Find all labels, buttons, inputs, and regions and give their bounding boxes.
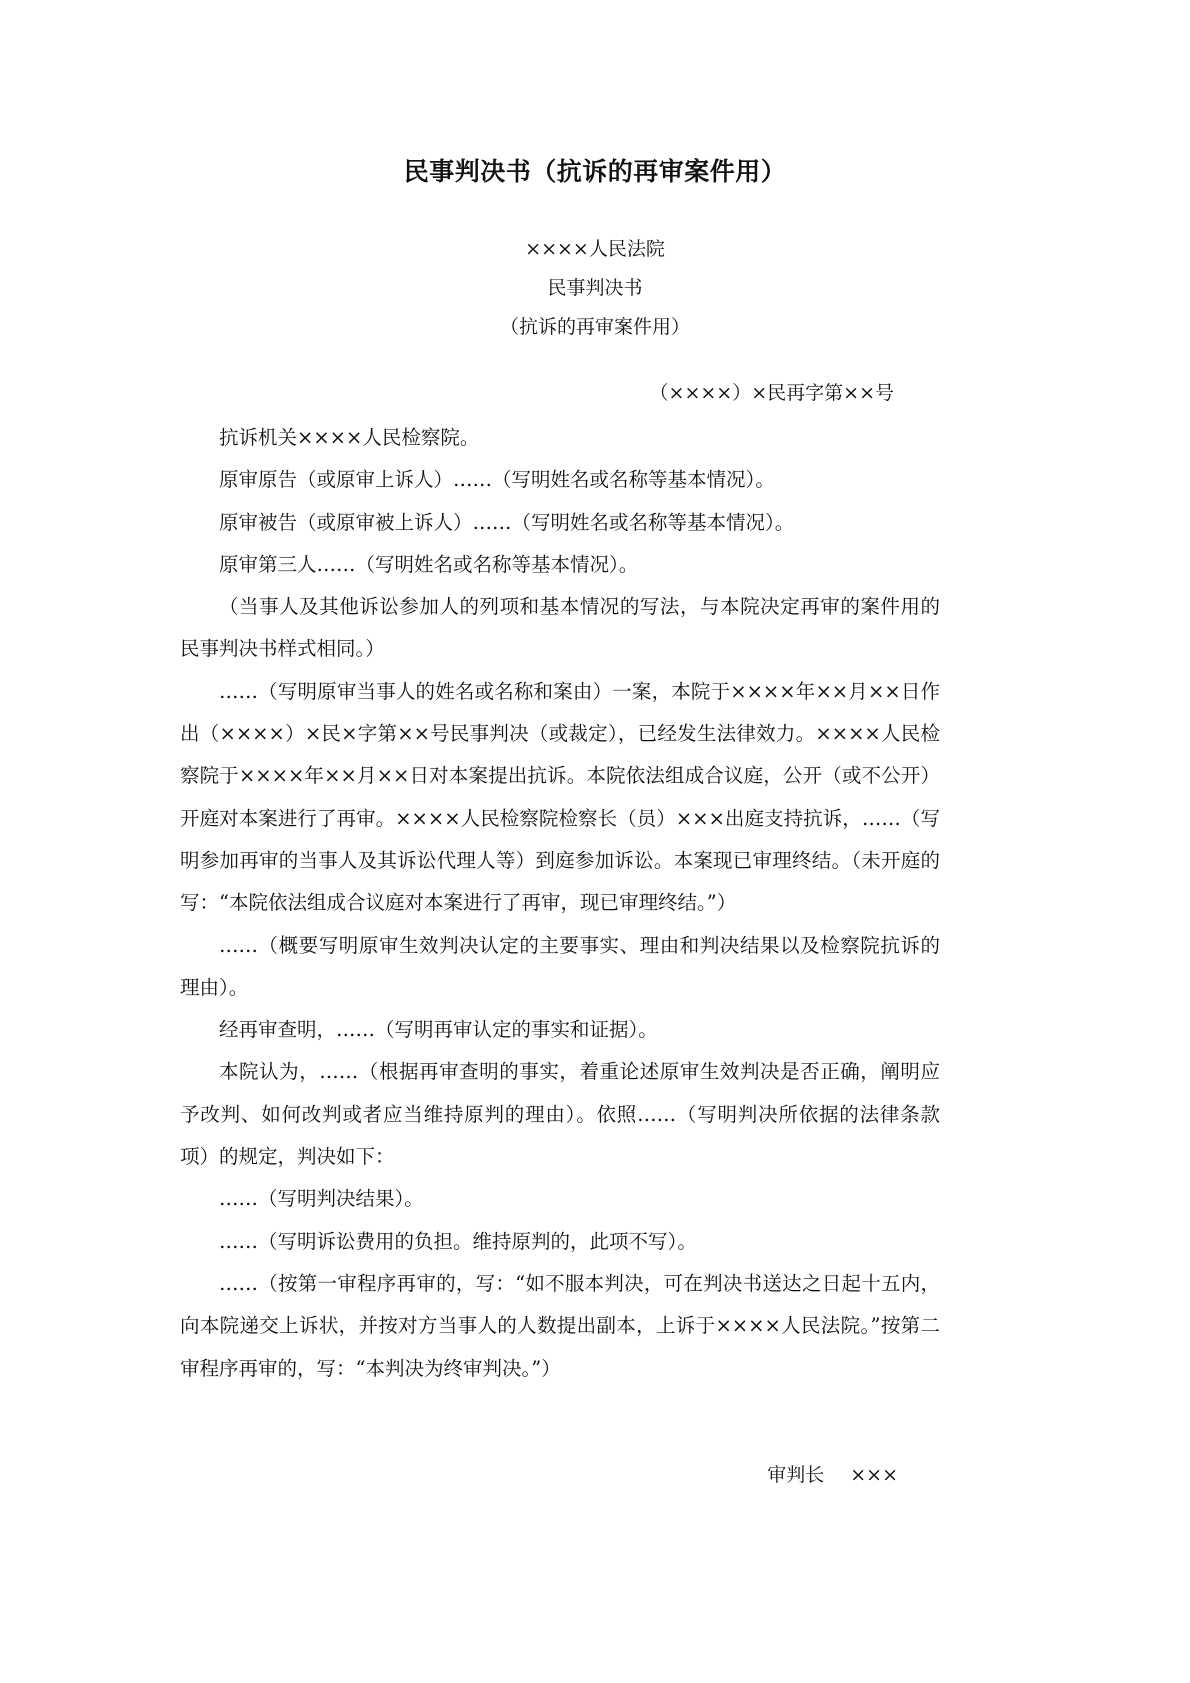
paragraph-court-opinion: 本院认为，……（根据再审查明的事实，着重论述原审生效判决是否正确，阐明应予改判、如何改判或者应当维持原判的理由）。依照……（写明判决所依据的法律条款项）的规定，判决如下：	[180, 1060, 940, 1169]
paragraph-protest-authority: 抗诉机关××××人民检察院。	[219, 426, 480, 449]
paragraph-judgment-result: ……（写明判决结果）。	[219, 1187, 424, 1211]
document-subtype: （抗诉的再审案件用）	[499, 316, 690, 338]
document-title: 民事判决书（抗诉的再审案件用）	[403, 157, 787, 186]
document-type: 民事判决书	[547, 277, 643, 299]
paragraph-original-facts: ……（概要写明原审生效判决认定的主要事实、理由和判决结果以及检察院抗诉的理由）。	[180, 933, 940, 999]
paragraph-original-plaintiff: 原审原告（或原审上诉人）……（写明姓名或名称等基本情况）。	[219, 468, 775, 492]
signature-name: ×××	[850, 1464, 898, 1486]
signature-role: 审判长	[767, 1464, 825, 1486]
paragraph-original-defendant: 原审被告（或原审被上诉人）……（写明姓名或名称等基本情况）。	[219, 510, 795, 534]
document-body	[180, 417, 940, 1390]
paragraph-third-party: 原审第三人……（写明姓名或名称等基本情况）。	[219, 552, 639, 576]
paragraph-retrial-findings: 经再审查明，……（写明再审认定的事实和证据）。	[219, 1018, 658, 1042]
signature-line	[767, 1460, 898, 1487]
court-name: ××××人民法院	[525, 238, 665, 260]
paragraph-party-note: （当事人及其他诉讼参加人的列项和基本情况的写法，与本院决定再审的案件用的民事判决书样式相同。）	[180, 595, 940, 661]
paragraph-appeal-notice: ……（按第一审程序再审的，写：“如不服本判决，可在判决书送达之日起十五内，向本院递交上诉状，并按对方当事人的人数提出副本，上诉于××××人民法院。”按第二审程序再审的，写：“本判决为终审判决。”）	[180, 1271, 940, 1380]
paragraph-case-history: ……（写明原审当事人的姓名或名称和案由）一案，本院于××××年××月××日作出（××××）×民×字第××号民事判决（或裁定），已经发生法律效力。××××人民检察院于××××年××月××日对本案提出抗诉。本院依法组成合议庭，公开（或不公开）开庭对本案进行了再审。××××人民检察院检察长（员）×××出庭支持抗诉，……（写明参加再审的当事人及其诉讼代理人等）到庭参加诉讼。本案现已审理终结。（未开庭的写：“本院依法组成合议庭对本案进行了再审，现已审理终结。”）	[180, 679, 940, 915]
paragraph-litigation-costs: ……（写明诉讼费用的负担。维持原判的，此项不写）。	[219, 1229, 697, 1253]
case-number: （××××）×民再字第××号	[649, 382, 894, 404]
